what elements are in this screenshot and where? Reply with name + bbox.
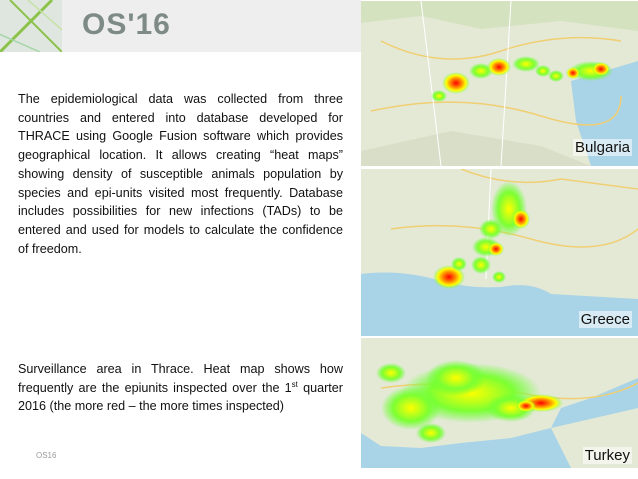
map-greece xyxy=(361,168,638,336)
surveillance-superscript: st xyxy=(291,379,298,389)
footer-label: OS16 xyxy=(36,451,57,460)
logo-lines-icon xyxy=(0,0,62,52)
surveillance-text-1: Surveillance area in Thrace. Heat map shows how frequently are the epiunits inspected over the 1 xyxy=(18,362,343,395)
surveillance-text-2: quarter 2016 (the more red – the more times inspected) xyxy=(18,380,343,414)
map-label-turkey: Turkey xyxy=(584,447,630,464)
surveillance-paragraph xyxy=(18,360,343,416)
map-bulgaria xyxy=(361,0,638,166)
map-turkey xyxy=(361,337,638,468)
map-label-bulgaria: Bulgaria xyxy=(574,139,630,156)
logo-graphic xyxy=(0,0,62,52)
description-paragraph: The epidemiological data was collected from three countries and entered into database developed for THRACE using Google Fusion software which provides geographical location. It allows creating “heat maps” showing density of susceptible animals population by species and epi-units visited most frequently. Database includes possibilities for new infections (TADs) to be entered and used for models to calculate the confidence of freedom. xyxy=(18,92,343,256)
slide-title: OS'16 xyxy=(82,8,171,41)
map-label-greece: Greece xyxy=(580,311,630,328)
